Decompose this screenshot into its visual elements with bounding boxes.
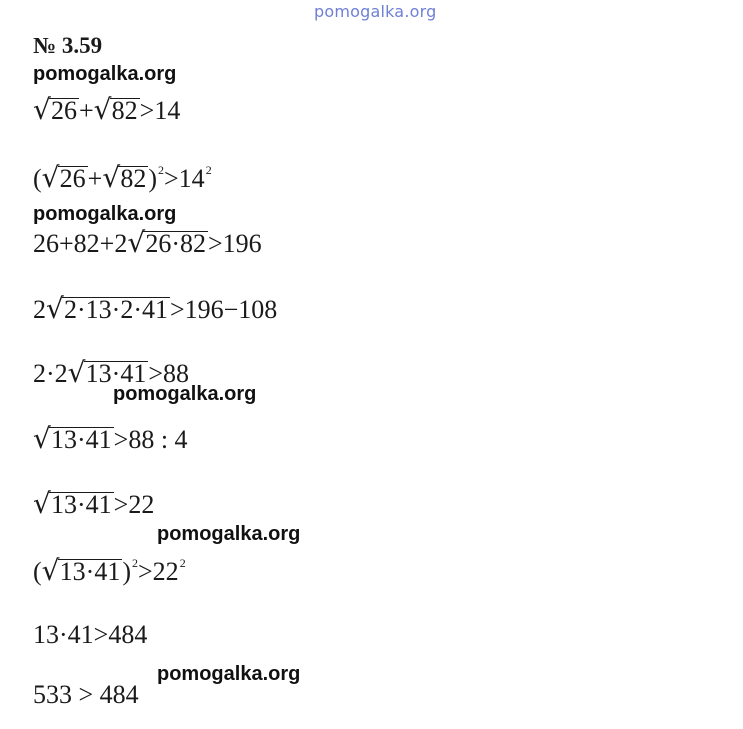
relation: >196: [208, 229, 262, 258]
radical: [33, 93, 79, 126]
close-paren: ): [122, 557, 132, 586]
math-line-8: [33, 556, 186, 587]
operator: +: [87, 164, 103, 193]
relation: >196−108: [169, 295, 278, 324]
open-paren: (: [33, 557, 42, 586]
exponent: 2: [205, 163, 212, 177]
math-line-5: [33, 356, 190, 389]
open-paren: (: [33, 164, 42, 193]
radicand: 13·41: [85, 359, 147, 388]
radical-sign: √: [46, 292, 64, 325]
radical: [67, 356, 149, 389]
radical: [46, 292, 170, 325]
header-watermark[interactable]: pomogalka.org: [314, 2, 437, 21]
prefix: 2·2: [33, 359, 68, 388]
radical: [41, 554, 123, 587]
problem-number: № 3.59: [33, 33, 103, 58]
radical-sign: √: [93, 93, 112, 126]
math-line-1: [33, 93, 181, 126]
math-line-9: 13·41>484: [33, 620, 148, 649]
watermark-2: pomogalka.org: [33, 203, 177, 225]
radical-sign: √: [127, 226, 146, 259]
radical: [33, 422, 114, 455]
radicand: 26: [59, 164, 86, 193]
radicand: 26: [51, 96, 77, 125]
close-paren: ): [148, 164, 158, 193]
radicand: 2·13·2·41: [64, 295, 168, 324]
radicand: 82: [120, 164, 147, 193]
relation: >14: [139, 96, 181, 125]
prefix: 26+82+2: [33, 229, 128, 258]
math-line-4: [33, 292, 278, 325]
relation: >88 : 4: [113, 425, 188, 454]
radical-sign: √: [41, 554, 60, 587]
relation: >22: [113, 490, 155, 519]
math-line-3: [33, 226, 262, 259]
radical-sign: √: [33, 487, 51, 520]
watermark-3: pomogalka.org: [113, 383, 257, 405]
exponent: 2: [179, 556, 186, 570]
math-line-6: [33, 422, 188, 455]
relation: >14: [164, 164, 205, 193]
radical: [33, 487, 114, 520]
radicand: 13·41: [51, 425, 112, 454]
radical-sign: √: [41, 161, 60, 194]
radical-sign: √: [33, 422, 51, 455]
radicand: 82: [111, 96, 138, 125]
watermark-1: pomogalka.org: [33, 63, 177, 85]
relation: >88: [148, 359, 190, 388]
math-line-7: [33, 487, 155, 520]
radical-sign: √: [102, 161, 121, 194]
exponent: 2: [132, 556, 139, 570]
radical: [102, 161, 148, 194]
radical-sign: √: [33, 93, 51, 126]
radical-sign: √: [67, 356, 86, 389]
math-line-10: 533 > 484: [33, 680, 139, 709]
radical: [127, 226, 208, 259]
radical: [41, 161, 88, 194]
relation: >22: [138, 557, 179, 586]
watermark-4: pomogalka.org: [157, 523, 301, 545]
exponent: 2: [158, 163, 165, 177]
radical: [93, 93, 140, 126]
radicand: 26·82: [145, 229, 206, 258]
prefix: 2: [33, 295, 46, 324]
watermark-5: pomogalka.org: [157, 663, 301, 685]
operator: +: [79, 96, 94, 125]
radicand: 13·41: [51, 490, 112, 519]
math-line-2: [33, 163, 212, 194]
radicand: 13·41: [59, 557, 121, 586]
